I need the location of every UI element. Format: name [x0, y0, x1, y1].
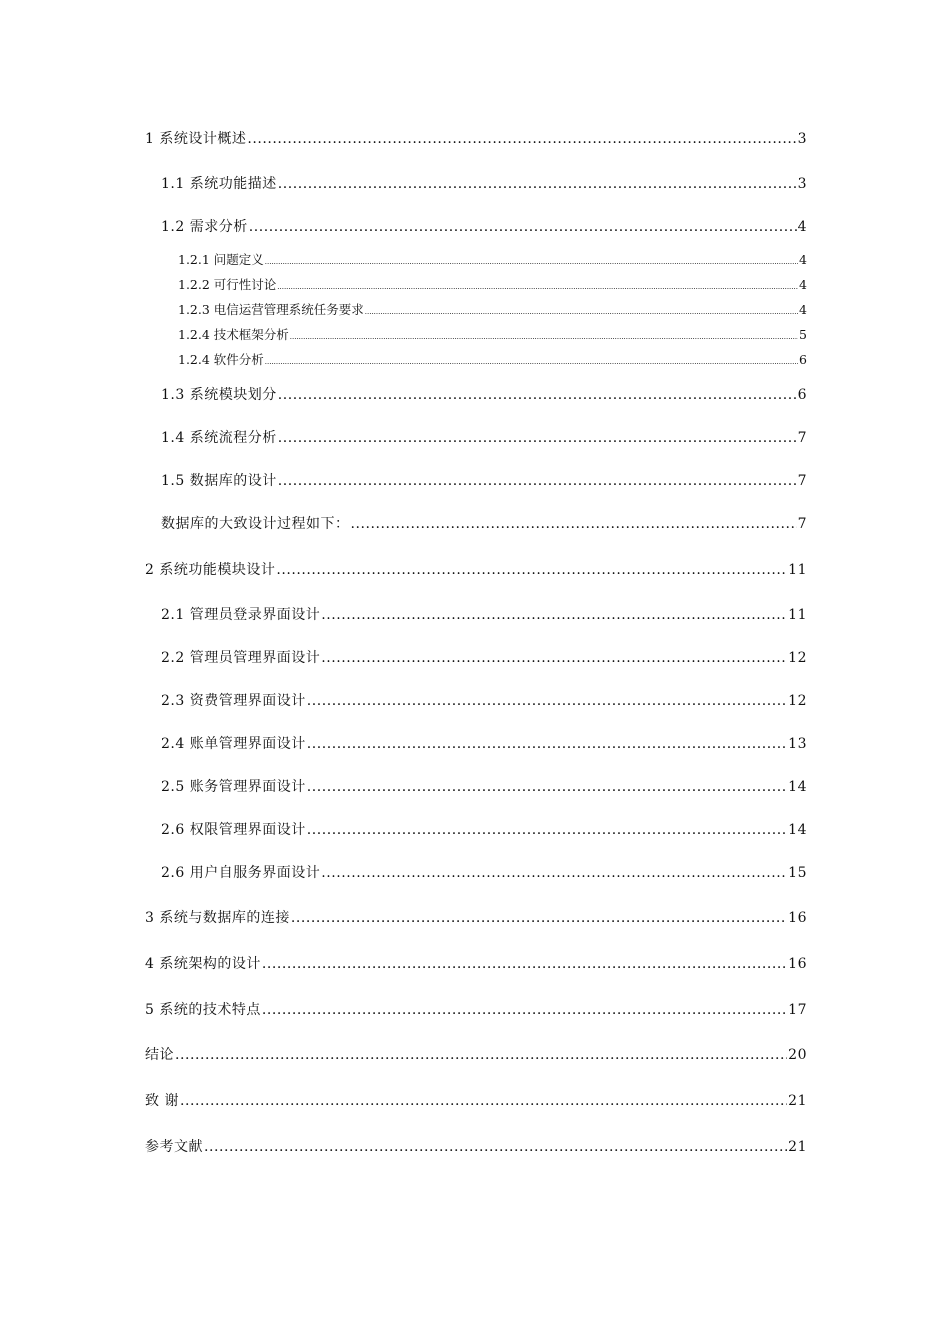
toc-entry[interactable] — [161, 647, 807, 667]
toc-entry-title: 2.1 管理员登录界面设计 — [161, 607, 321, 623]
toc-leader-dots — [307, 693, 787, 709]
toc-entry-page: 21 — [788, 1093, 807, 1109]
toc-entry[interactable] — [145, 128, 807, 148]
toc-entry-title: 参考文献 — [145, 1139, 203, 1155]
toc-entry-title: 结论 — [145, 1047, 174, 1063]
toc-entry-page: 4 — [799, 277, 807, 292]
toc-entry-page: 4 — [797, 219, 807, 235]
toc-leader-dots — [265, 258, 798, 266]
toc-entry[interactable] — [161, 173, 807, 193]
toc-entry[interactable] — [145, 1090, 807, 1110]
toc-entry-page: 16 — [788, 956, 807, 972]
toc-entry-page: 15 — [788, 865, 807, 881]
toc-entry[interactable] — [145, 1136, 807, 1156]
toc-entry-page: 6 — [799, 352, 807, 367]
toc-leader-dots — [365, 308, 798, 316]
toc-entry-page: 21 — [788, 1139, 807, 1155]
toc-entry-title: 1.2.1 问题定义 — [178, 252, 264, 267]
toc-leader-dots — [307, 822, 787, 838]
toc-leader-dots — [307, 779, 787, 795]
toc-entry-title: 3 系统与数据库的连接 — [145, 910, 290, 926]
toc-entry[interactable] — [161, 513, 807, 533]
toc-entry-page: 14 — [788, 779, 807, 795]
toc-entry-page: 17 — [788, 1002, 807, 1018]
toc-leader-dots — [321, 607, 787, 623]
toc-leader-dots — [351, 516, 797, 532]
toc-entry-page: 16 — [788, 910, 807, 926]
toc-leader-dots — [278, 387, 797, 403]
toc-entry[interactable] — [161, 216, 807, 236]
toc-entry[interactable] — [161, 733, 807, 753]
toc-entry-title: 1.2 需求分析 — [161, 219, 248, 235]
toc-leader-dots — [249, 219, 797, 235]
toc-leader-dots — [278, 473, 797, 489]
toc-entry-page: 14 — [788, 822, 807, 838]
toc-entry[interactable] — [161, 604, 807, 624]
toc-entry-title: 1.2.4 软件分析 — [178, 352, 264, 367]
toc-entry-page: 11 — [788, 607, 807, 623]
toc-leader-dots — [247, 131, 796, 147]
toc-leader-dots — [277, 283, 798, 291]
toc-entry[interactable] — [161, 384, 807, 404]
toc-entry-page: 7 — [797, 516, 807, 532]
toc-entry[interactable] — [178, 350, 807, 368]
toc-entry-page: 4 — [799, 252, 807, 267]
toc-leader-dots — [265, 358, 798, 366]
toc-entry-page: 20 — [788, 1047, 807, 1063]
toc-entry-title: 1.2.3 电信运营管理系统任务要求 — [178, 302, 364, 317]
toc-entry-title: 1.4 系统流程分析 — [161, 430, 277, 446]
toc-entry[interactable] — [145, 907, 807, 927]
toc-entry-title: 1.3 系统模块划分 — [161, 387, 277, 403]
toc-leader-dots — [278, 430, 797, 446]
toc-entry[interactable] — [145, 953, 807, 973]
toc-entry[interactable] — [161, 819, 807, 839]
toc-entry[interactable] — [161, 470, 807, 490]
toc-entry-page: 6 — [797, 387, 807, 403]
toc-entry-title: 2.6 权限管理界面设计 — [161, 822, 306, 838]
toc-entry-title: 2.4 账单管理界面设计 — [161, 736, 306, 752]
toc-entry-title: 1 系统设计概述 — [145, 131, 247, 147]
toc-entry-page: 7 — [797, 473, 807, 489]
toc-entry-page: 4 — [799, 302, 807, 317]
toc-entry-title: 1.5 数据库的设计 — [161, 473, 277, 489]
toc-entry[interactable] — [178, 300, 807, 318]
toc-leader-dots — [291, 910, 787, 926]
toc-entry[interactable] — [178, 250, 807, 268]
toc-entry[interactable] — [161, 776, 807, 796]
toc-entry-title: 2 系统功能模块设计 — [145, 562, 276, 578]
toc-entry[interactable] — [145, 559, 807, 579]
toc-entry[interactable] — [145, 999, 807, 1019]
toc-entry-title: 5 系统的技术特点 — [145, 1002, 261, 1018]
toc-entry-title: 4 系统架构的设计 — [145, 956, 261, 972]
toc-entry[interactable] — [161, 862, 807, 882]
toc-entry-page: 3 — [797, 131, 807, 147]
toc-entry-page: 12 — [788, 650, 807, 666]
toc-entry-page: 7 — [797, 430, 807, 446]
toc-entry-page: 12 — [788, 693, 807, 709]
toc-entry[interactable] — [178, 275, 807, 293]
toc-entry-page: 3 — [797, 176, 807, 192]
toc-leader-dots — [175, 1047, 787, 1063]
toc-entry[interactable] — [161, 427, 807, 447]
toc-leader-dots — [204, 1139, 787, 1155]
toc-entry-title: 数据库的大致设计过程如下： — [161, 516, 350, 532]
toc-entry-title: 2.2 管理员管理界面设计 — [161, 650, 321, 666]
toc-entry-title: 2.6 用户自服务界面设计 — [161, 865, 321, 881]
toc-leader-dots — [262, 1002, 787, 1018]
toc-entry-title: 1.2.2 可行性讨论 — [178, 277, 277, 292]
toc-entry-page: 5 — [799, 327, 807, 342]
toc-entry-title: 1.1 系统功能描述 — [161, 176, 277, 192]
toc-entry-title: 1.2.4 技术框架分析 — [178, 327, 289, 342]
toc-entry[interactable] — [161, 690, 807, 710]
toc-entry-title: 2.3 资费管理界面设计 — [161, 693, 306, 709]
toc-entry[interactable] — [178, 325, 807, 343]
toc-entry-page: 13 — [788, 736, 807, 752]
toc-entry-page: 11 — [788, 562, 807, 578]
toc-leader-dots — [180, 1093, 787, 1109]
toc-leader-dots — [278, 176, 797, 192]
toc-entry-title: 2.5 账务管理界面设计 — [161, 779, 306, 795]
toc-entry[interactable] — [145, 1044, 807, 1064]
toc-entry-title: 致 谢 — [145, 1093, 179, 1109]
toc-leader-dots — [290, 333, 798, 341]
toc-leader-dots — [307, 736, 787, 752]
toc-leader-dots — [321, 865, 787, 881]
toc-leader-dots — [276, 562, 787, 578]
toc-leader-dots — [262, 956, 787, 972]
toc-leader-dots — [321, 650, 787, 666]
